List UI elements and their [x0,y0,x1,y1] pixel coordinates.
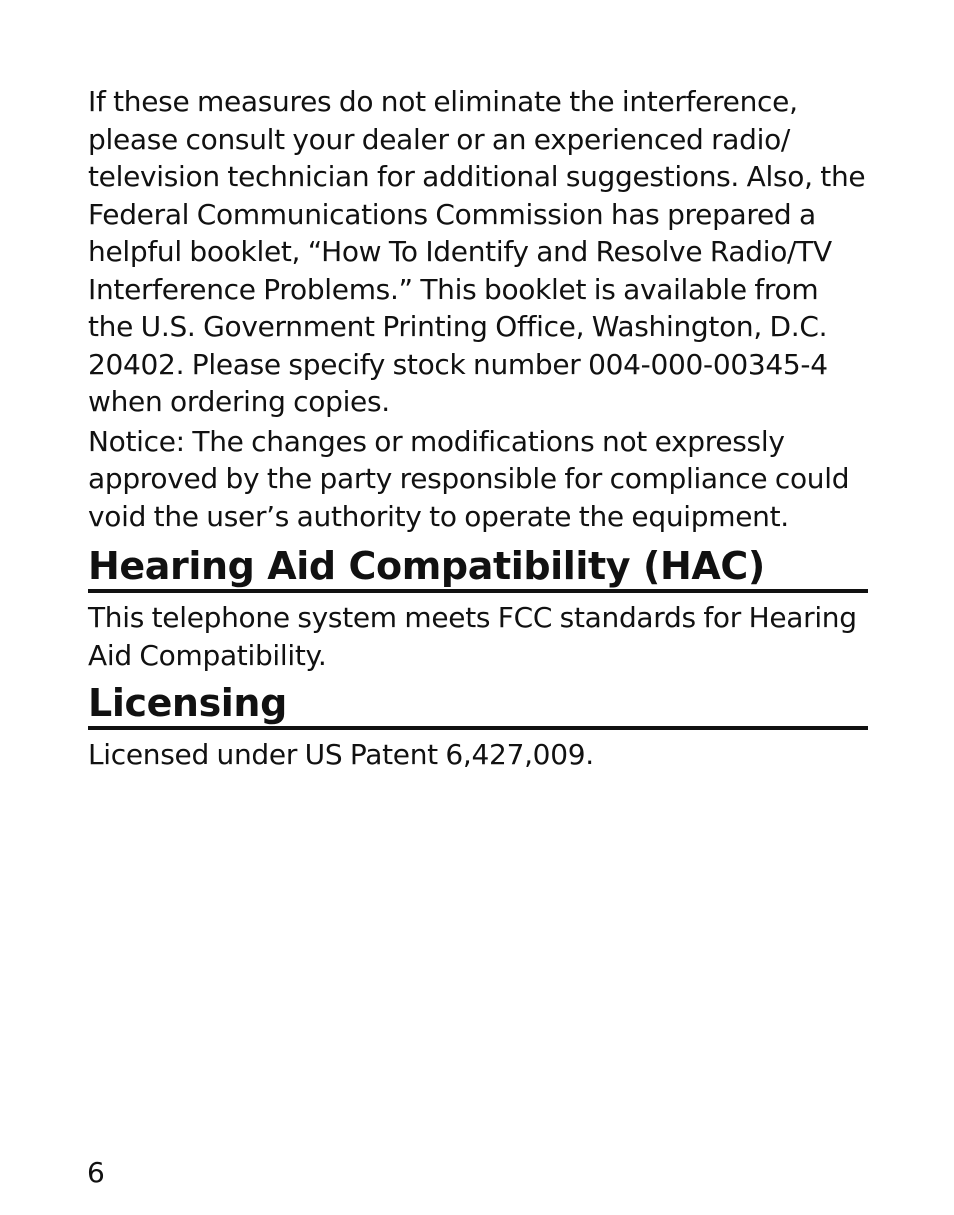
interference-paragraph: If these measures do not eliminate the interference, please consult your dealer or an experienced radio/ television technician for additional suggestions. Also, the Federal Communications Commission has prepared a helpful booklet, “How To Identify and Resolve Radio/TV Interference Problems.” This booklet is available from the U.S. Government Printing Office, Washington, D.C. 20402. Please specify stock number 004-000-00345-4 when ordering copies. [88,85,866,418]
page-content [88,83,868,774]
hac-heading: Hearing Aid Compatibility (HAC) [88,543,868,593]
licensing-heading: Licensing [88,680,868,730]
page-number: 6 [87,1156,105,1189]
hac-paragraph: This telephone system meets FCC standards for Hearing Aid Compatibility. [88,601,857,672]
licensing-paragraph: Licensed under US Patent 6,427,009. [88,738,594,771]
notice-paragraph: Notice: The changes or modifications not expressly approved by the party responsible for compliance could void the user’s authority to operate the equipment. [88,424,850,533]
